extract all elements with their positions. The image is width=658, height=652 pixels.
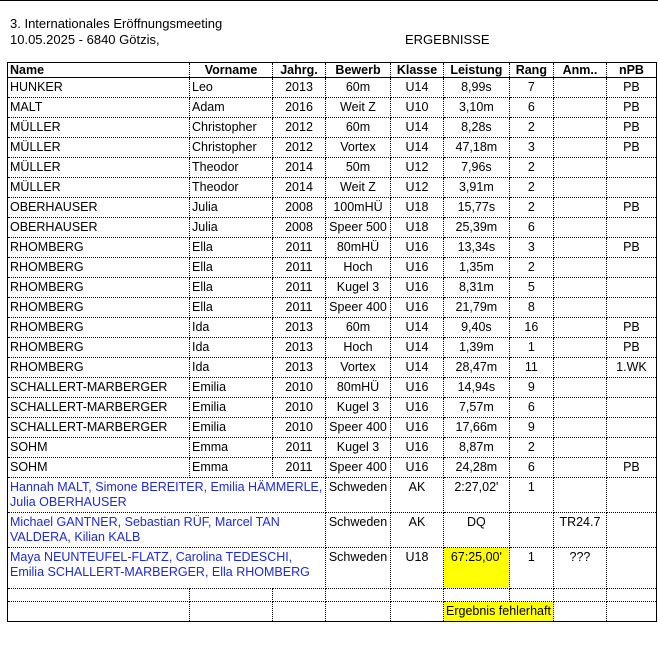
cell-jahrgang: 2012	[273, 118, 326, 138]
cell-bewerb: Vortex	[326, 138, 391, 158]
cell-bewerb: 100mHÜ	[326, 198, 391, 218]
empty-cell	[273, 589, 326, 602]
cell-bewerb: 50m	[326, 158, 391, 178]
cell-vorname: Ida	[190, 358, 273, 378]
cell-rang: 2	[509, 438, 553, 458]
cell-name: OBERHAUSER	[8, 218, 190, 238]
meeting-title: 3. Internationales Eröffnungsmeeting	[10, 16, 223, 31]
cell-klasse: U16	[391, 278, 444, 298]
cell-npb	[606, 258, 656, 278]
cell-npb	[606, 513, 656, 548]
cell-anm	[553, 358, 606, 378]
cell-bewerb: Hoch	[326, 338, 391, 358]
cell-leistung: 9,40s	[444, 318, 510, 338]
cell-vorname: Ida	[190, 318, 273, 338]
cell-rang: 1	[509, 338, 553, 358]
cell-vorname: Theodor	[190, 158, 273, 178]
cell-npb: PB	[606, 338, 656, 358]
cell-bewerb: Speer 500	[326, 218, 391, 238]
col-header-rang: Rang	[509, 63, 553, 78]
cell-leistung: 13,34s	[444, 238, 510, 258]
empty-cell	[326, 589, 391, 602]
table-row	[8, 338, 657, 358]
cell-jahrgang: 2010	[273, 398, 326, 418]
empty-cell	[444, 589, 510, 602]
table-row	[8, 458, 657, 478]
cell-bewerb: Schweden	[326, 513, 391, 548]
note-row	[8, 602, 657, 622]
empty-cell	[553, 602, 606, 622]
empty-cell	[606, 602, 656, 622]
cell-klasse: U14	[391, 318, 444, 338]
cell-leistung: 21,79m	[444, 298, 510, 318]
cell-name: MÜLLER	[8, 158, 190, 178]
cell-klasse: U12	[391, 178, 444, 198]
table-row	[8, 78, 657, 98]
cell-klasse: U14	[391, 338, 444, 358]
cell-rang: 7	[509, 78, 553, 98]
cell-rang: 2	[509, 258, 553, 278]
cell-leistung: 24,28m	[444, 458, 510, 478]
cell-vorname: Christopher	[190, 138, 273, 158]
cell-rang: 16	[509, 318, 553, 338]
cell-leistung: 47,18m	[444, 138, 510, 158]
cell-vorname: Emma	[190, 438, 273, 458]
cell-anm	[553, 158, 606, 178]
cell-rang: 3	[509, 238, 553, 258]
empty-cell	[391, 589, 444, 602]
table-row	[8, 358, 657, 378]
cell-leistung: 15,77s	[444, 198, 510, 218]
cell-bewerb: Schweden	[326, 548, 391, 589]
cell-leistung: 2:27,02'	[444, 478, 510, 513]
table-row	[8, 298, 657, 318]
cell-jahrgang: 2011	[273, 238, 326, 258]
cell-bewerb: Weit Z	[326, 98, 391, 118]
cell-anm	[553, 418, 606, 438]
cell-jahrgang: 2011	[273, 298, 326, 318]
cell-vorname: Emilia	[190, 418, 273, 438]
cell-npb	[606, 218, 656, 238]
cell-anm	[553, 458, 606, 478]
cell-jahrgang: 2011	[273, 278, 326, 298]
cell-jahrgang: 2013	[273, 318, 326, 338]
cell-npb	[606, 418, 656, 438]
cell-rang: 2	[509, 178, 553, 198]
col-header-anm: Anm..	[553, 63, 606, 78]
cell-jahrgang: 2008	[273, 198, 326, 218]
cell-anm	[553, 298, 606, 318]
cell-name: SCHALLERT-MARBERGER	[8, 398, 190, 418]
cell-npb	[606, 178, 656, 198]
cell-rang: 6	[509, 458, 553, 478]
cell-leistung: 1,39m	[444, 338, 510, 358]
cell-klasse: U10	[391, 98, 444, 118]
cell-name: RHOMBERG	[8, 278, 190, 298]
cell-vorname: Leo	[190, 78, 273, 98]
cell-anm	[553, 278, 606, 298]
cell-leistung: DQ	[444, 513, 510, 548]
cell-leistung: 7,57m	[444, 398, 510, 418]
empty-cell	[8, 589, 190, 602]
cell-klasse: U16	[391, 398, 444, 418]
cell-anm: TR24.7	[553, 513, 606, 548]
cell-klasse: U14	[391, 138, 444, 158]
cell-leistung: 14,94s	[444, 378, 510, 398]
cell-vorname: Theodor	[190, 178, 273, 198]
cell-name: SCHALLERT-MARBERGER	[8, 378, 190, 398]
table-row	[8, 278, 657, 298]
table-row	[8, 198, 657, 218]
cell-bewerb: Schweden	[326, 478, 391, 513]
cell-name: MÜLLER	[8, 138, 190, 158]
cell-vorname: Julia	[190, 198, 273, 218]
cell-rang: 6	[509, 218, 553, 238]
cell-klasse: U14	[391, 118, 444, 138]
top-rule	[0, 0, 658, 1]
cell-bewerb: 60m	[326, 118, 391, 138]
cell-npb	[606, 278, 656, 298]
cell-leistung: 8,28s	[444, 118, 510, 138]
table-row	[8, 418, 657, 438]
results-title: ERGEBNISSE	[405, 32, 490, 47]
cell-npb: PB	[606, 198, 656, 218]
table-row	[8, 238, 657, 258]
cell-rang: 3	[509, 138, 553, 158]
cell-klasse: U18	[391, 198, 444, 218]
cell-jahrgang: 2013	[273, 78, 326, 98]
cell-npb	[606, 438, 656, 458]
cell-bewerb: 80mHÜ	[326, 378, 391, 398]
cell-bewerb: Speer 400	[326, 298, 391, 318]
col-header-bewerb: Bewerb	[326, 63, 391, 78]
cell-anm	[553, 438, 606, 458]
cell-bewerb: Weit Z	[326, 178, 391, 198]
cell-jahrgang: 2011	[273, 258, 326, 278]
cell-bewerb: 60m	[326, 318, 391, 338]
cell-klasse: AK	[391, 478, 444, 513]
empty-cell	[190, 589, 273, 602]
col-header-jahrgang: Jahrg.	[273, 63, 326, 78]
cell-leistung: 67:25,00'	[444, 548, 510, 589]
cell-team-names: Michael GANTNER, Sebastian RÜF, Marcel TAN VALDERA, Kilian KALB	[8, 513, 326, 548]
table-row	[8, 318, 657, 338]
cell-npb	[606, 478, 656, 513]
cell-npb	[606, 398, 656, 418]
cell-team-names: Maya NEUNTEUFEL-FLATZ, Carolina TEDESCHI, Emilia SCHALLERT-MARBERGER, Ella RHOMBERG	[8, 548, 326, 589]
results-table	[7, 62, 657, 622]
cell-npb: PB	[606, 318, 656, 338]
cell-name: SOHM	[8, 438, 190, 458]
cell-leistung: 28,47m	[444, 358, 510, 378]
cell-leistung: 8,87m	[444, 438, 510, 458]
cell-jahrgang: 2010	[273, 378, 326, 398]
empty-cell	[8, 602, 190, 622]
cell-jahrgang: 2011	[273, 458, 326, 478]
cell-rang: 9	[509, 378, 553, 398]
cell-rang: 11	[509, 358, 553, 378]
col-header-leistung: Leistung	[444, 63, 510, 78]
cell-leistung: 17,66m	[444, 418, 510, 438]
relay-team-row	[8, 513, 657, 548]
cell-anm	[553, 178, 606, 198]
relay-team-row	[8, 548, 657, 589]
cell-bewerb: Kugel 3	[326, 438, 391, 458]
cell-anm	[553, 258, 606, 278]
relay-team-row	[8, 478, 657, 513]
cell-npb: PB	[606, 98, 656, 118]
cell-klasse: U16	[391, 438, 444, 458]
table-row	[8, 258, 657, 278]
cell-anm	[553, 318, 606, 338]
cell-jahrgang: 2012	[273, 138, 326, 158]
cell-npb: 1.WK	[606, 358, 656, 378]
cell-name: OBERHAUSER	[8, 198, 190, 218]
cell-name: HUNKER	[8, 78, 190, 98]
cell-rang: 1	[509, 548, 553, 589]
cell-rang: 2	[509, 198, 553, 218]
cell-vorname: Julia	[190, 218, 273, 238]
cell-klasse: U18	[391, 548, 444, 589]
table-row	[8, 138, 657, 158]
cell-rang: 2	[509, 118, 553, 138]
cell-klasse: U16	[391, 258, 444, 278]
cell-leistung: 25,39m	[444, 218, 510, 238]
cell-npb: PB	[606, 78, 656, 98]
empty-cell	[509, 589, 553, 602]
cell-jahrgang: 2013	[273, 338, 326, 358]
cell-rang: 8	[509, 298, 553, 318]
col-header-name: Name	[8, 63, 190, 78]
cell-rang	[509, 513, 553, 548]
cell-jahrgang: 2014	[273, 178, 326, 198]
cell-rang: 2	[509, 158, 553, 178]
cell-name: MALT	[8, 98, 190, 118]
cell-vorname: Christopher	[190, 118, 273, 138]
cell-vorname: Emma	[190, 458, 273, 478]
cell-anm	[553, 398, 606, 418]
cell-jahrgang: 2013	[273, 358, 326, 378]
cell-bewerb: Hoch	[326, 258, 391, 278]
cell-rang: 5	[509, 278, 553, 298]
cell-klasse: U16	[391, 298, 444, 318]
cell-team-names: Hannah MALT, Simone BEREITER, Emilia HÄMMERLE, Julia OBERHAUSER	[8, 478, 326, 513]
cell-name: RHOMBERG	[8, 338, 190, 358]
empty-cell	[391, 602, 444, 622]
cell-npb	[606, 378, 656, 398]
cell-klasse: U16	[391, 378, 444, 398]
cell-name: SCHALLERT-MARBERGER	[8, 418, 190, 438]
cell-bewerb: Kugel 3	[326, 278, 391, 298]
table-row	[8, 118, 657, 138]
cell-klasse: AK	[391, 513, 444, 548]
cell-vorname: Ella	[190, 238, 273, 258]
empty-row	[8, 589, 657, 602]
cell-leistung: 1,35m	[444, 258, 510, 278]
table-row	[8, 378, 657, 398]
cell-jahrgang: 2011	[273, 438, 326, 458]
cell-rang: 6	[509, 98, 553, 118]
cell-klasse: U16	[391, 458, 444, 478]
error-note: Ergebnis fehlerhaft	[444, 602, 554, 622]
cell-vorname: Ella	[190, 258, 273, 278]
cell-anm	[553, 118, 606, 138]
cell-anm: ???	[553, 548, 606, 589]
cell-jahrgang: 2014	[273, 158, 326, 178]
cell-bewerb: 60m	[326, 78, 391, 98]
cell-vorname: Ella	[190, 298, 273, 318]
cell-bewerb: 80mHÜ	[326, 238, 391, 258]
cell-name: RHOMBERG	[8, 258, 190, 278]
table-row	[8, 398, 657, 418]
cell-leistung: 7,96s	[444, 158, 510, 178]
cell-rang: 1	[509, 478, 553, 513]
cell-bewerb: Speer 400	[326, 418, 391, 438]
cell-bewerb: Speer 400	[326, 458, 391, 478]
cell-anm	[553, 378, 606, 398]
cell-name: MÜLLER	[8, 118, 190, 138]
cell-name: SOHM	[8, 458, 190, 478]
header-row	[8, 63, 657, 78]
cell-name: RHOMBERG	[8, 238, 190, 258]
cell-anm	[553, 138, 606, 158]
table-row	[8, 98, 657, 118]
cell-npb: PB	[606, 118, 656, 138]
col-header-klasse: Klasse	[391, 63, 444, 78]
cell-name: RHOMBERG	[8, 358, 190, 378]
cell-klasse: U16	[391, 238, 444, 258]
cell-leistung: 8,31m	[444, 278, 510, 298]
cell-anm	[553, 238, 606, 258]
cell-bewerb: Kugel 3	[326, 398, 391, 418]
cell-jahrgang: 2010	[273, 418, 326, 438]
table-row	[8, 218, 657, 238]
cell-name: MÜLLER	[8, 178, 190, 198]
cell-npb	[606, 158, 656, 178]
cell-anm	[553, 98, 606, 118]
cell-jahrgang: 2008	[273, 218, 326, 238]
cell-klasse: U18	[391, 218, 444, 238]
cell-jahrgang: 2016	[273, 98, 326, 118]
table-row	[8, 158, 657, 178]
cell-vorname: Emilia	[190, 378, 273, 398]
cell-klasse: U12	[391, 158, 444, 178]
cell-npb	[606, 548, 656, 589]
cell-rang: 6	[509, 398, 553, 418]
cell-leistung: 8,99s	[444, 78, 510, 98]
cell-name: RHOMBERG	[8, 298, 190, 318]
cell-anm	[553, 198, 606, 218]
table-row	[8, 438, 657, 458]
cell-klasse: U14	[391, 78, 444, 98]
cell-name: RHOMBERG	[8, 318, 190, 338]
cell-klasse: U16	[391, 418, 444, 438]
cell-vorname: Adam	[190, 98, 273, 118]
empty-cell	[273, 602, 326, 622]
cell-vorname: Emilia	[190, 398, 273, 418]
empty-cell	[190, 602, 273, 622]
col-header-npb: nPB	[606, 63, 656, 78]
meeting-date-location: 10.05.2025 - 6840 Götzis,	[10, 32, 160, 47]
cell-npb: PB	[606, 238, 656, 258]
cell-rang: 9	[509, 418, 553, 438]
empty-cell	[326, 602, 391, 622]
col-header-vorname: Vorname	[190, 63, 273, 78]
empty-cell	[606, 589, 656, 602]
cell-anm	[553, 338, 606, 358]
cell-klasse: U14	[391, 358, 444, 378]
cell-anm	[553, 78, 606, 98]
cell-npb: PB	[606, 458, 656, 478]
cell-vorname: Ida	[190, 338, 273, 358]
cell-leistung: 3,91m	[444, 178, 510, 198]
cell-npb	[606, 298, 656, 318]
cell-leistung: 3,10m	[444, 98, 510, 118]
cell-bewerb: Vortex	[326, 358, 391, 378]
cell-npb: PB	[606, 138, 656, 158]
cell-vorname: Ella	[190, 278, 273, 298]
cell-anm	[553, 478, 606, 513]
cell-anm	[553, 218, 606, 238]
empty-cell	[553, 589, 606, 602]
table-row	[8, 178, 657, 198]
